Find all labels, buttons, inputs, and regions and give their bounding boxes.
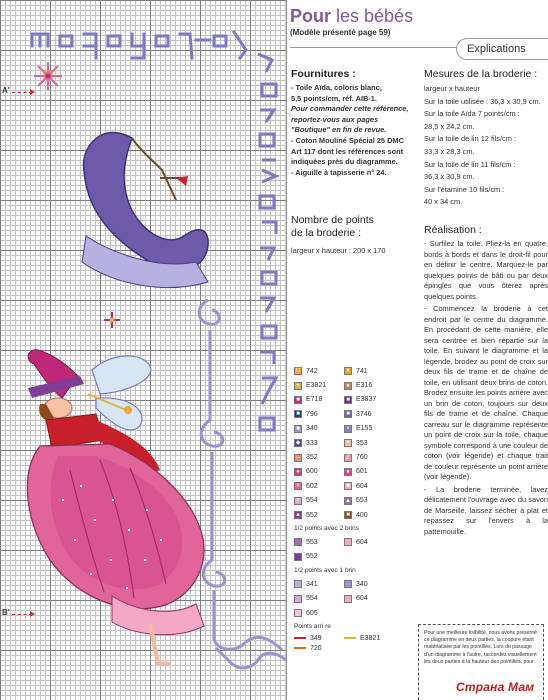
legend-swatch bbox=[344, 595, 352, 603]
legend-entry bbox=[344, 382, 394, 390]
chart-cut-line-b bbox=[12, 614, 32, 615]
legend-entry bbox=[294, 439, 344, 447]
legend-row bbox=[294, 422, 394, 436]
fourn-line-5: "Boutique" en fin de revue. bbox=[291, 125, 387, 135]
title-bold: Pour bbox=[290, 6, 332, 26]
legend-entry bbox=[294, 482, 344, 490]
legend-row bbox=[294, 508, 394, 522]
legend-code: 553 bbox=[356, 497, 368, 505]
legend-swatch: ▲ bbox=[345, 497, 351, 504]
mesures-line-3: Sur la toile Aïda 7 points/cm : bbox=[424, 109, 520, 119]
mesures-section bbox=[424, 68, 548, 209]
legend-swatch bbox=[294, 595, 302, 603]
fourn-line-4: reportez-vous aux pages bbox=[291, 114, 379, 124]
legend-code: 552 bbox=[306, 553, 318, 561]
legend-swatch: × bbox=[344, 439, 352, 447]
legend-swatch: ● bbox=[294, 468, 302, 476]
legend-entry bbox=[344, 595, 394, 603]
curly-border-bottom bbox=[216, 648, 286, 668]
legend-row bbox=[294, 465, 394, 479]
mesures-title: Mesures de la broderie : bbox=[424, 68, 538, 80]
legend-entry bbox=[344, 482, 394, 490]
stitched-letters-side bbox=[258, 54, 276, 430]
star-motif bbox=[34, 62, 62, 90]
legend-code: E3837 bbox=[356, 396, 377, 404]
legend-entry bbox=[344, 497, 394, 505]
legend-code: 340 bbox=[306, 425, 318, 433]
legend-row bbox=[294, 550, 394, 564]
stitched-letters-top bbox=[32, 32, 246, 58]
mesures-line-6: 33,3 x 28,3 cm. bbox=[424, 146, 475, 156]
legend-swatch: ■ bbox=[294, 425, 302, 433]
legend-entry bbox=[294, 580, 344, 588]
legend-swatch bbox=[294, 580, 302, 588]
legend-swatch: ■ bbox=[344, 511, 352, 519]
legend-row bbox=[294, 633, 394, 643]
fourn-line-1: - Toile Aïda, coloris blanc, bbox=[291, 83, 382, 92]
realisation-title: Réalisation : bbox=[424, 224, 482, 236]
legend-subtitle: 1/2 points avec 2 brins bbox=[294, 525, 360, 533]
fourn-line-7: Art 117 dont les références sont bbox=[291, 146, 404, 156]
legend-entry bbox=[344, 410, 394, 418]
nombre-points-section bbox=[291, 214, 411, 257]
legend-entry bbox=[294, 468, 344, 476]
legend-row bbox=[294, 606, 394, 620]
legend-swatch: ■ bbox=[294, 396, 302, 404]
legend-entry bbox=[294, 553, 344, 561]
legend-swatch: U bbox=[295, 368, 301, 375]
legend-backstitch-entry bbox=[294, 635, 344, 642]
legend-code: 742 bbox=[306, 367, 318, 375]
legend-code: 554 bbox=[306, 595, 318, 603]
legend-code: E316 bbox=[356, 382, 373, 390]
small-star bbox=[104, 312, 120, 328]
legend-code: 796 bbox=[306, 410, 318, 418]
legend-code: 720 bbox=[310, 644, 322, 652]
mesures-line-9: Sur l'étamine 10 fils/cm : bbox=[424, 184, 505, 194]
fourn-line-6: - Coton Mouliné Spécial 25 DMC bbox=[291, 135, 404, 145]
legend-row bbox=[294, 393, 394, 407]
legend-row bbox=[294, 577, 394, 591]
fourn-line-2: 5,5 points/cm, réf. AIB-1. bbox=[291, 93, 377, 103]
legend-swatch bbox=[344, 580, 352, 588]
legend-entry bbox=[294, 382, 344, 390]
legend-code: 553 bbox=[306, 538, 318, 546]
mesures-line-1: largeur x hauteur bbox=[424, 84, 480, 93]
realisation-paragraph-1: - Surfilez la toile. Pliez-la en quatre, bords à bords et dans le droit-fil pour en définir le centre. Marquez-le par quelques points de bâti ou par deux épingles que vous ôterez après quelques points. bbox=[424, 239, 548, 301]
legend-backstitch-line bbox=[294, 647, 306, 649]
mesures-line-2: Sur la toile utilisée : 36,3 x 30,9 cm. bbox=[424, 96, 541, 106]
fournitures-text bbox=[291, 83, 411, 178]
legend-backstitch-entry bbox=[344, 635, 394, 642]
legend-swatch bbox=[294, 553, 302, 561]
realisation-paragraph-2: - Commencez la broderie à cet endroit par le centre du diagramme. En procédant de cette manière, elle sera centrée et bien répartie sur la toile. En suivant le diagramme et la légende, brodez au point de croix sur deux fils de trame et de chaîne de toile, en utilisant deux brins de coton. Brodez ensuite les points arrière avec un brin de coton, toujours sur deux fils de trame et de chaîne. Chaque carreau sur le diagramme représente un point de croix sur la toile, chaque symbole correspond à une couleur de coton (voir légende) et chaque trait de couleur représente un point arrière (voir légende). bbox=[424, 304, 548, 481]
legend-code: 552 bbox=[306, 511, 318, 519]
legend-swatch: ● bbox=[344, 468, 352, 476]
legend-row bbox=[294, 591, 394, 605]
legend-row bbox=[294, 494, 394, 508]
legend-row bbox=[294, 407, 394, 421]
legend-entry bbox=[344, 425, 394, 433]
legend-swatch bbox=[344, 538, 352, 546]
legend-row bbox=[294, 436, 394, 450]
legend-swatch: ▼ bbox=[345, 368, 351, 375]
legend-subtitle: 1/2 points avec 1 brin bbox=[294, 567, 356, 575]
legend-code: 3746 bbox=[356, 410, 372, 418]
legend-entry bbox=[294, 410, 344, 418]
legend-entry bbox=[344, 454, 394, 462]
fairy-wings bbox=[92, 356, 151, 430]
legend-entry bbox=[344, 538, 394, 546]
legend-entry bbox=[294, 609, 344, 617]
legend-code: 340 bbox=[356, 580, 368, 588]
legend-entry bbox=[294, 497, 344, 505]
legend-entry bbox=[294, 396, 344, 404]
legend-code: 554 bbox=[306, 497, 318, 505]
legend-code: 602 bbox=[306, 482, 318, 490]
legend-entry bbox=[344, 511, 394, 519]
legend-subtitle: Points arri re bbox=[294, 623, 331, 631]
color-legend bbox=[294, 364, 394, 653]
legend-swatch bbox=[294, 609, 302, 617]
fairy-body bbox=[46, 414, 104, 448]
legend-code: 604 bbox=[356, 538, 368, 546]
fourn-line-3: Pour commander cette référence, bbox=[291, 104, 409, 114]
wand-star bbox=[124, 406, 132, 414]
legend-backstitch-line bbox=[344, 637, 356, 639]
legend-swatch: Z bbox=[344, 454, 352, 462]
legend-swatch: + bbox=[294, 382, 302, 390]
fournitures-section bbox=[291, 68, 411, 178]
legend-swatch: ■ bbox=[294, 410, 302, 418]
legend-swatch: – bbox=[294, 454, 302, 462]
legend-swatch: × bbox=[344, 425, 352, 433]
legend-code: 600 bbox=[306, 468, 318, 476]
legend-row bbox=[294, 364, 394, 378]
legend-code: 604 bbox=[356, 595, 368, 603]
realisation-paragraph-3: - La broderie terminée, lavez délicatement l'ouvrage avec du savon de Marseille, laissez sécher à plat et repassez sur l'envers à la pattemouille. bbox=[424, 484, 548, 536]
legend-row bbox=[294, 378, 394, 392]
fourn-line-9: - Aiguille à tapisserie n° 24. bbox=[291, 167, 387, 177]
mesures-text bbox=[424, 83, 548, 209]
legend-code: E3821 bbox=[306, 382, 327, 390]
legend-swatch bbox=[294, 538, 302, 546]
legend-code: 400 bbox=[356, 511, 368, 519]
chart-arrow-b bbox=[30, 611, 35, 617]
legend-entry bbox=[294, 595, 344, 603]
legend-code: 601 bbox=[356, 468, 368, 476]
note-box: Pour une meilleure lisibilité, nous avons présenté ce diagramme en deux parties, la coupure étant matérialisée par les pointillés. Lors du passage d'un diagramme à l'autre, raccordez visuellement les deux parties à la hauteur des pointillés, pour bbox=[418, 624, 544, 700]
legend-entry bbox=[294, 425, 344, 433]
legend-row bbox=[294, 450, 394, 464]
legend-entry bbox=[344, 396, 394, 404]
chart-cut-line-a bbox=[12, 92, 32, 93]
legend-code: 341 bbox=[306, 580, 318, 588]
legend-code: 605 bbox=[306, 609, 318, 617]
chart-arrow-a bbox=[30, 89, 35, 95]
watermark-logo: Страна Мам bbox=[456, 680, 535, 694]
legend-code: 352 bbox=[306, 454, 318, 462]
legend-entry bbox=[294, 454, 344, 462]
legend-swatch: ▲ bbox=[295, 512, 301, 519]
page-subtitle: (Modèle présenté page 59) bbox=[290, 28, 391, 37]
chart-marker-a: A' bbox=[2, 86, 10, 95]
legend-swatch: ■ bbox=[344, 396, 352, 404]
page-header bbox=[290, 6, 548, 37]
legend-entry bbox=[344, 468, 394, 476]
page-title bbox=[290, 6, 548, 27]
legend-row bbox=[294, 479, 394, 493]
legend-code: 604 bbox=[356, 482, 368, 490]
legend-backstitch-entry bbox=[294, 645, 344, 652]
nombre-points-title-2: de la broderie : bbox=[291, 227, 362, 239]
legend-entry bbox=[294, 538, 344, 546]
legend-entry bbox=[344, 580, 394, 588]
nombre-points-title-1: Nombre de points bbox=[291, 214, 374, 226]
legend-entry bbox=[294, 511, 344, 519]
mesures-line-10: 40 x 34 cm. bbox=[424, 197, 463, 207]
legend-code: E718 bbox=[306, 396, 323, 404]
legend-row bbox=[294, 535, 394, 549]
mesures-line-5: Sur la toile de lin 12 fils/cm : bbox=[424, 134, 517, 144]
legend-swatch: ■ bbox=[344, 482, 352, 490]
legend-swatch: ◆ bbox=[295, 440, 301, 447]
legend-code: 353 bbox=[356, 439, 368, 447]
legend-code: 760 bbox=[356, 454, 368, 462]
mesures-line-8: 36,3 x 30,9 cm. bbox=[424, 172, 475, 182]
mesures-line-7: Sur la toile de lin 11 fils/cm : bbox=[424, 159, 516, 169]
fourn-line-8: indiquées près du diagramme. bbox=[291, 157, 398, 167]
legend-code: 741 bbox=[356, 367, 368, 375]
legend-code: 349 bbox=[310, 634, 322, 642]
legend-entry bbox=[294, 367, 344, 375]
legend-code: 333 bbox=[306, 439, 318, 447]
legend-swatch: ● bbox=[344, 382, 352, 390]
legend-entry bbox=[344, 367, 394, 375]
title-rest: les bébés bbox=[331, 6, 414, 26]
hanging-thread bbox=[132, 138, 184, 200]
nombre-points-text: largeur x hauteur : 200 x 170 bbox=[291, 246, 386, 255]
legend-swatch: × bbox=[294, 482, 302, 490]
legend-swatch: ■ bbox=[344, 410, 352, 418]
legend-code: E3821 bbox=[360, 634, 381, 642]
explications-tab: Explications bbox=[456, 38, 548, 60]
legend-backstitch-line bbox=[294, 637, 306, 639]
legend-row bbox=[294, 643, 394, 653]
fournitures-title: Fournitures : bbox=[291, 68, 356, 80]
chart-marker-b: B' bbox=[2, 608, 10, 617]
legend-code: E155 bbox=[356, 425, 373, 433]
mesures-line-4: 28,5 x 24,2 cm. bbox=[424, 121, 475, 131]
realisation-section bbox=[424, 224, 548, 537]
legend-swatch: × bbox=[294, 497, 302, 505]
legend-entry bbox=[344, 439, 394, 447]
